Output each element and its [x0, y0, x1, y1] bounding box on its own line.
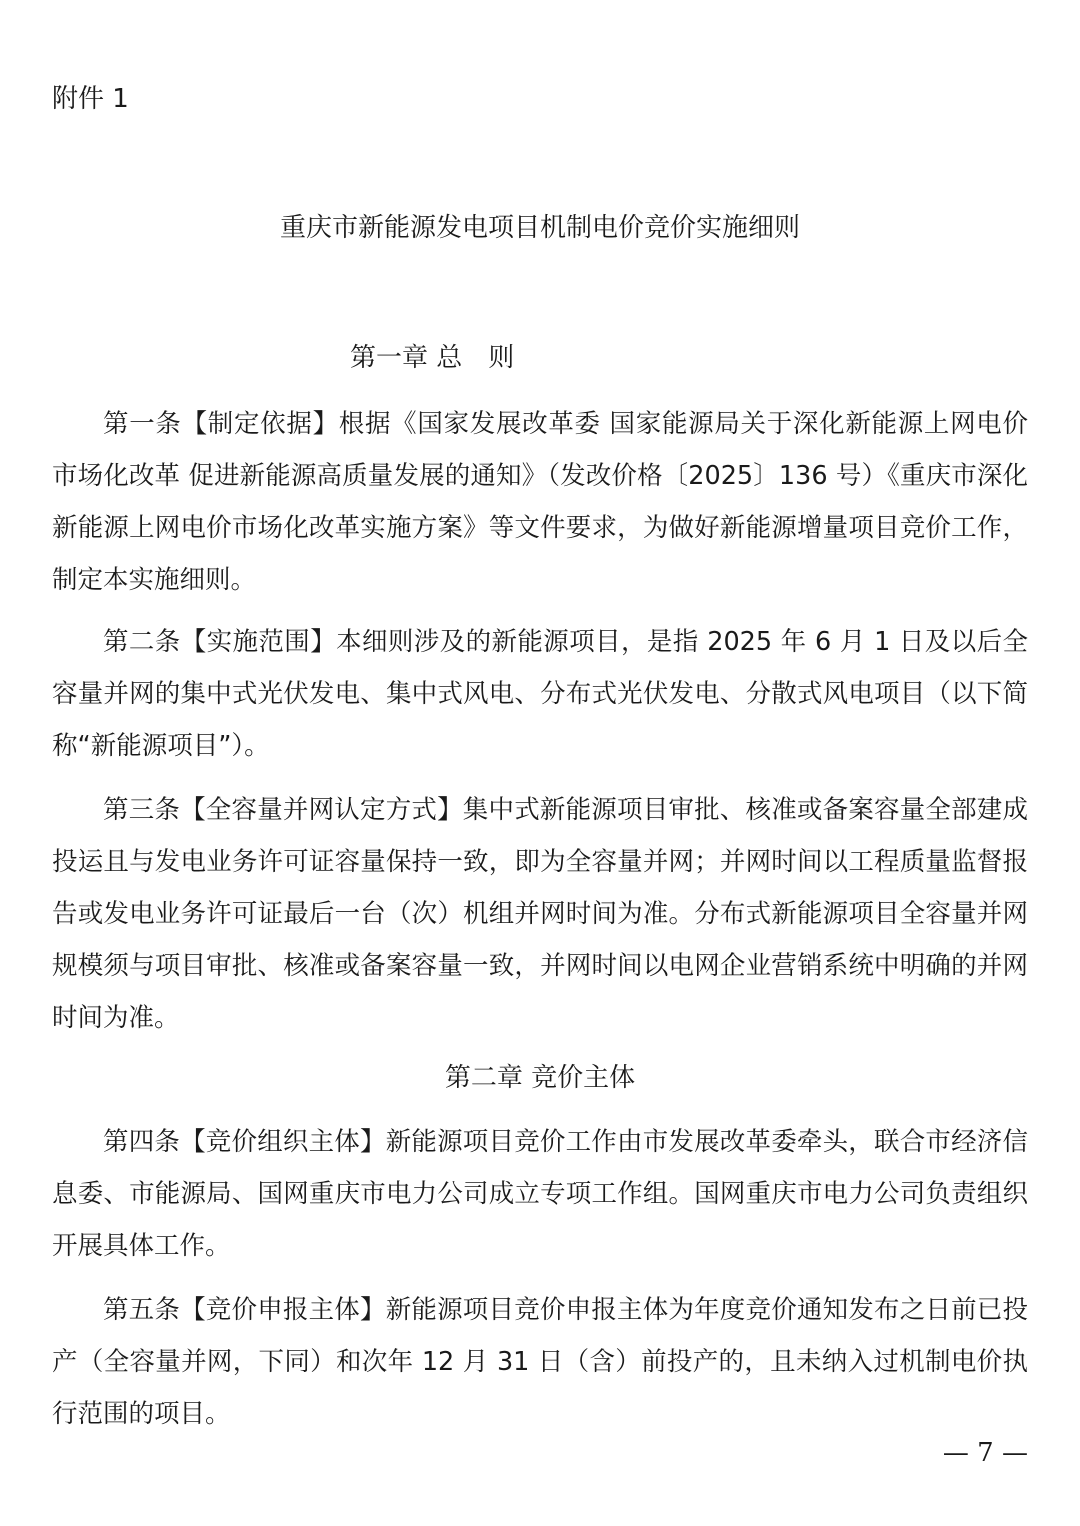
- article-paragraph: 第三条【全容量并网认定方式】集中式新能源项目审批、核准或备案容量全部建成投运且与发电业务许可证容量保持一致，即为全容量并网；并网时间以工程质量监督报告或发电业务许可证最后一台（次）机组并网时间为准。分布式新能源项目全容量并网规模须与项目审批、核准或备案容量一致，并网时间以电网企业营销系统中明确的并网时间为准。: [52, 795, 1028, 1033]
- document-title: 重庆市新能源发电项目机制电价竞价实施细则: [279, 213, 800, 243]
- chapter-heading: 第一章 总 则: [350, 343, 515, 373]
- chapter-heading: 第二章 竞价主体: [444, 1063, 636, 1093]
- article-paragraph: 第一条【制定依据】根据《国家发展改革委 国家能源局关于深化新能源上网电价市场化改革 促进新能源高质量发展的通知》（发改价格〔2025〕136 号）《重庆市深化新能源上网电价市场化改革实施方案》等文件要求，为做好新能源增量项目竞价工作，制定本实施细则。: [52, 409, 1028, 595]
- attachment-label: 附件 1: [52, 84, 129, 114]
- article-paragraph: 第五条【竞价申报主体】新能源项目竞价申报主体为年度竞价通知发布之日前已投产（全容量并网，下同）和次年 12 月 31 日（含）前投产的，且未纳入过机制电价执行范围的项目。: [52, 1295, 1028, 1429]
- article-paragraph: 第二条【实施范围】本细则涉及的新能源项目，是指 2025 年 6 月 1 日及以后全容量并网的集中式光伏发电、集中式风电、分布式光伏发电、分散式风电项目（以下简称“新能源项目”）。: [52, 627, 1028, 761]
- article-paragraph: 第四条【竞价组织主体】新能源项目竞价工作由市发展改革委牵头，联合市经济信息委、市能源局、国网重庆市电力公司成立专项工作组。国网重庆市电力公司负责组织开展具体工作。: [52, 1127, 1028, 1261]
- page-number: — 7 —: [942, 1438, 1028, 1468]
